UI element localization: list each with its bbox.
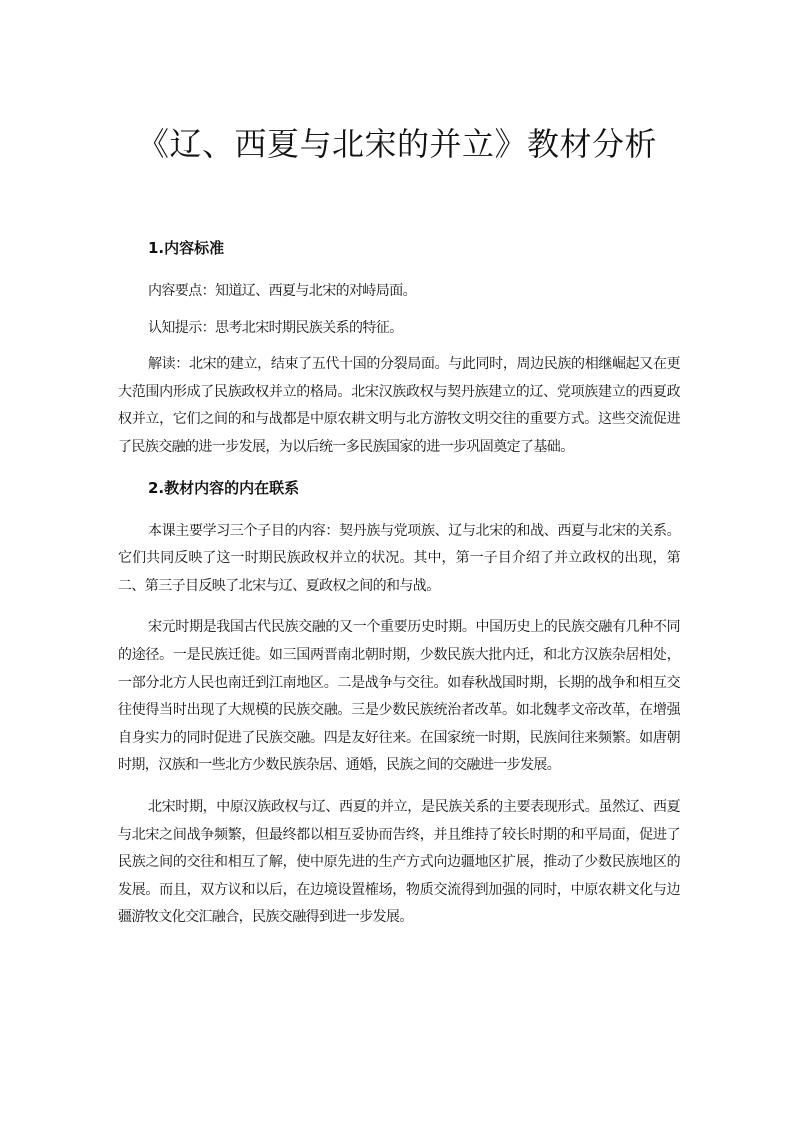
paragraph: 内容要点：知道辽、西夏与北宋的对峙局面。	[148, 283, 416, 299]
paragraph: 宋元时期是我国古代民族交融的又一个重要历史时期。中国历史上的民族交融有几种不同的途径。一是民族迁徙。如三国两晋南北朝时期，少数民族大批内迁，和北方汉族杂居相处，一部分北方人民也南迁到江南地区。二是战争与交往。如春秋战国时期，长期的战争和相互交往使得当时出现了大规模的民族交融。三是少数民族统治者改革。如北魏孝文帝改革，在增强自身实力的同时促进了民族交融。四是友好往来。在国家统一时期，民族间往来频繁。如唐朝时期，汉族和一些北方少数民族杂居、通婚，民族之间的交融进一步发展。	[118, 619, 680, 774]
document-body	[118, 236, 680, 946]
paragraph: 解读：北宋的建立，结束了五代十国的分裂局面。与此同时，周边民族的相继崛起又在更大范围内形成了民族政权并立的格局。北宋汉族政权与契丹族建立的辽、党项族建立的西夏政权并立，它们之间的和与战都是中原农耕文明与北方游牧文明交往的重要方式。这些交流促进了民族交融的进一步发展，为以后统一多民族国家的进一步巩固奠定了基础。	[118, 356, 680, 455]
section-content-standard	[118, 236, 680, 462]
document-title: 《辽、西夏与北宋的并立》教材分析	[136, 125, 657, 163]
section-heading: 1.内容标准	[148, 239, 225, 257]
paragraph: 认知提示：思考北宋时期民族关系的特征。	[148, 319, 403, 336]
paragraph: 本课主要学习三个子目的内容：契丹族与党项族、辽与北宋的和战、西夏与北宋的关系。它们共同反映了这一时期民族政权并立的状况。其中，第一子目介绍了并立政权的出现，第二、第三子目反映了北宋与辽、夏政权之间的和与战。	[118, 522, 680, 594]
paragraph: 北宋时期，中原汉族政权与辽、西夏的并立，是民族关系的主要表现形式。虽然辽、西夏与北宋之间战争频繁，但最终都以相互妥协而告终，并且维持了较长时期的和平局面，促进了民族之间的交往和相互了解，使中原先进的生产方式向边疆地区扩展，推动了少数民族地区的发展。而且，双方议和以后，在边境设置榷场，物质交流得到加强的同时，中原农耕文化与边疆游牧文化交汇融合，民族交融得到进一步发展。	[118, 798, 680, 926]
section-internal-links	[118, 476, 680, 932]
section-heading: 2.教材内容的内在联系	[148, 478, 300, 497]
